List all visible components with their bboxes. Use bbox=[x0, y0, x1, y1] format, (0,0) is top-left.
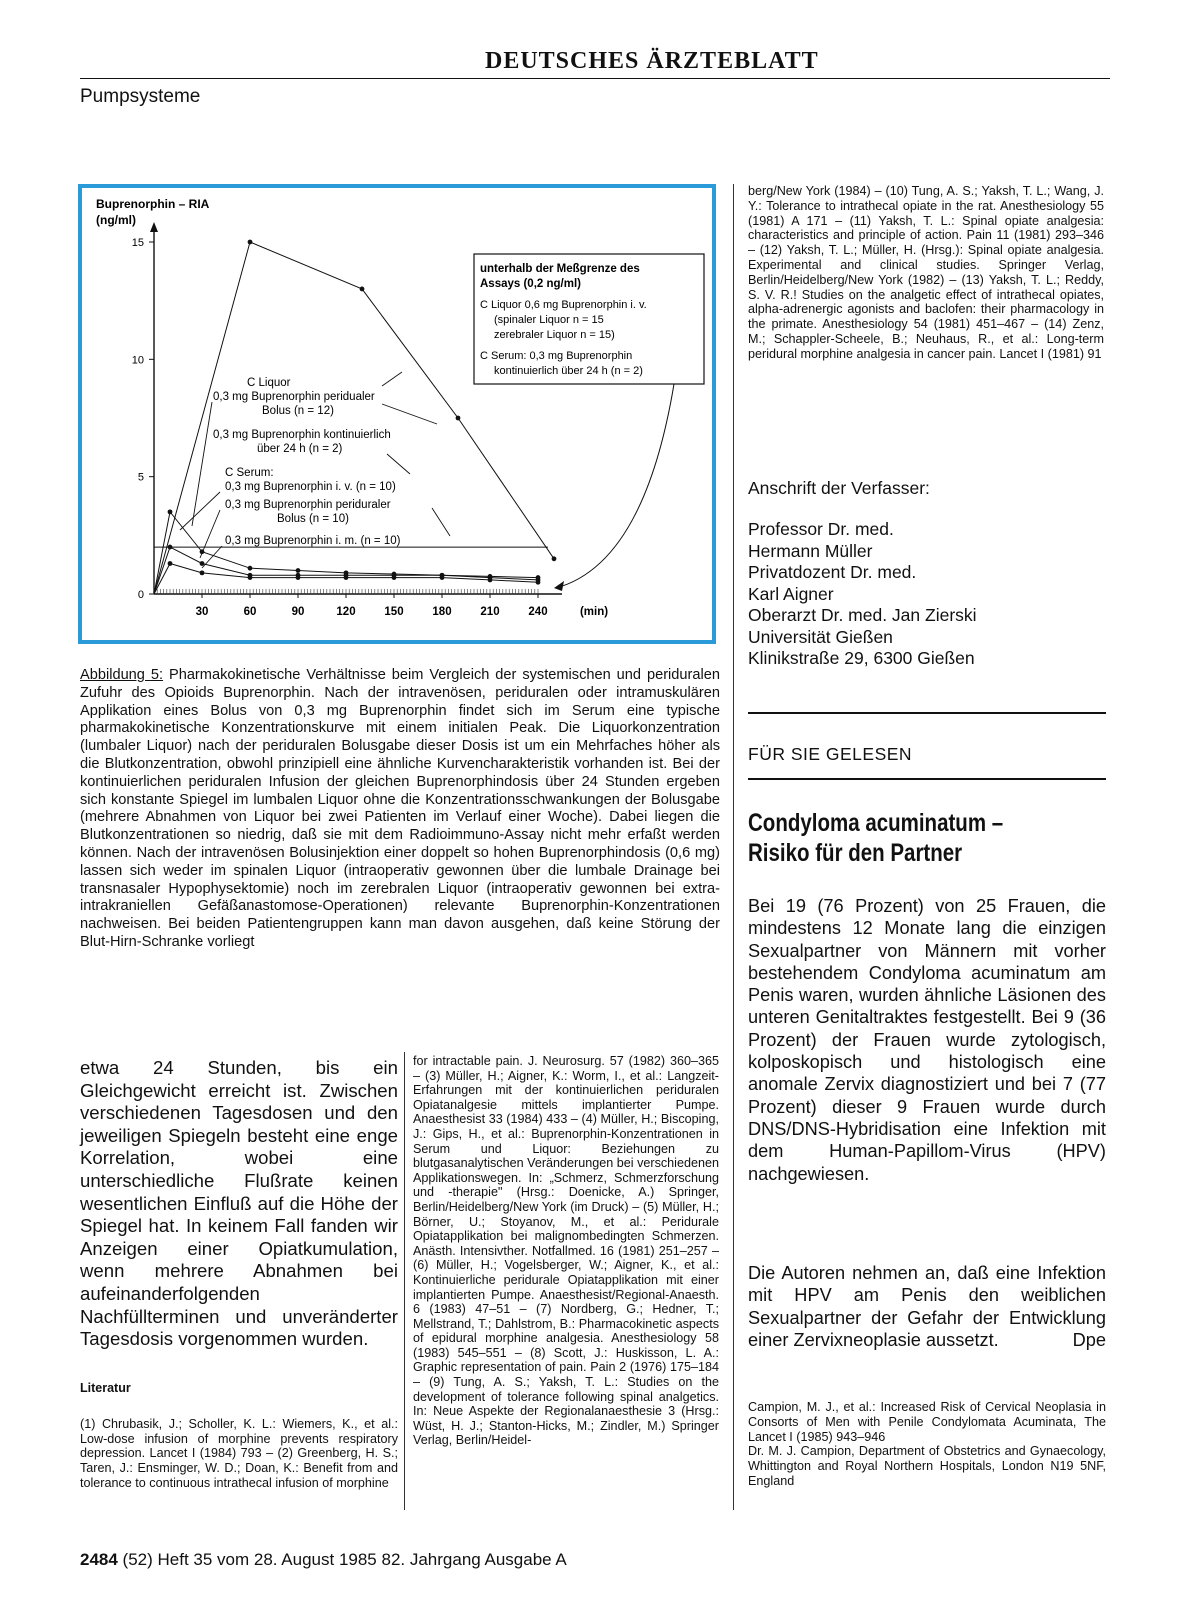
data-point bbox=[248, 566, 253, 571]
data-point bbox=[248, 575, 253, 580]
data-point bbox=[360, 287, 365, 292]
pointer-line bbox=[192, 402, 212, 526]
legend-text: Bolus (n = 10) bbox=[277, 513, 349, 525]
address-line: Klinikstraße 29, 6300 Gießen bbox=[748, 648, 975, 668]
x-tick-label: 30 bbox=[195, 606, 209, 618]
legend-text: über 24 h (n = 2) bbox=[257, 443, 343, 455]
pointer-line bbox=[387, 454, 410, 474]
headline-line: Condyloma acuminatum – bbox=[748, 809, 1004, 837]
caption-label: Abbildung 5: bbox=[80, 667, 164, 683]
pointer-line bbox=[202, 546, 222, 568]
data-point bbox=[344, 575, 349, 580]
y-tick-label: 10 bbox=[131, 354, 144, 367]
pointer-line bbox=[382, 404, 437, 424]
x-tick-label: 90 bbox=[291, 606, 305, 618]
section-rule bbox=[748, 712, 1106, 714]
article-paragraph-text: Die Autoren nehmen an, daß eine Infektion mit HPV am Penis den weiblichen Sexualpartner der Gefahr der Entwicklung einer Zervixneoplasie aussetzt. bbox=[748, 1263, 1106, 1350]
headline-line: Risiko für den Partner bbox=[748, 839, 963, 867]
page-number: 2484 bbox=[80, 1550, 118, 1569]
pointer-line bbox=[432, 508, 450, 536]
article-paragraph: Bei 19 (76 Prozent) von 25 Frauen, die mindestens 12 Monate lang die einzigen Sexualpartner von Männern mit vorher bestehendem Condyloma acuminatum am Penis waren, wurden ähnliche Läsionen des unteren Genitaltraktes festgestellt. Bei 9 (36 Prozent) der Frauen wurde zytologisch, kolposkopisch und histologisch eine anomale Zervix diagnostiziert und bei 7 (77 Prozent) dieser 9 Frauen wurde durch DNS/DNS-Hybridisation eine Infektion mit dem Human-Papillom-Virus (HPV) nachgewiesen. bbox=[748, 896, 1106, 1184]
arrow-head bbox=[554, 581, 564, 591]
legend-text: Bolus (n = 12) bbox=[262, 405, 334, 417]
y-axis-arrow bbox=[150, 222, 158, 232]
data-point bbox=[296, 568, 301, 573]
figure-frame bbox=[78, 184, 716, 644]
data-point bbox=[456, 416, 461, 421]
pointer-line bbox=[382, 372, 402, 386]
box-text: zerebraler Liquor n = 15) bbox=[494, 329, 615, 341]
figure-caption bbox=[80, 667, 720, 952]
data-point bbox=[168, 509, 173, 514]
data-point bbox=[488, 578, 493, 583]
data-point bbox=[248, 240, 253, 245]
sidebar-section-title: FÜR SIE GELESEN bbox=[748, 744, 913, 764]
data-point bbox=[200, 561, 205, 566]
legend-text: 0,3 mg Buprenorphin periduraler bbox=[225, 499, 391, 511]
article-paragraph bbox=[748, 1262, 1106, 1351]
column-divider bbox=[404, 1052, 405, 1510]
address-line: Universität Gießen bbox=[748, 626, 893, 647]
box-text: C Serum: 0,3 mg Buprenorphin bbox=[480, 350, 633, 362]
data-point bbox=[552, 556, 557, 561]
section-label: Pumpsysteme bbox=[80, 86, 201, 107]
footer-text: (52) Heft 35 vom 28. August 1985 82. Jahrgang Ausgabe A bbox=[117, 1550, 567, 1569]
body-paragraph: etwa 24 Stunden, bis ein Gleichgewicht erreicht ist. Zwischen verschiedenen Tagesdosen und den jeweiligen Spiegeln besteht eine enge Korrelation, wobei eine unterschiedliche Flußrate keinen wesentlichen Einfluß auf die Höhe der Spiegel hat. In keinem Fall fanden wir Anzeigen einer Opiatkumulation, wenn mehrere Abnahmen bei aufeinanderfolgenden Nachfüllterminen und unveränderter Tagesdosis vorgenommen wurden. bbox=[80, 1057, 398, 1350]
article-citation: Campion, M. J., et al.: Increased Risk of Cervical Neoplasia in Consorts of Men with Penile Condylomata Acuminata, The Lancet I (1985) 943–946 Dr. M. J. Campion, Department of Obstetrics and Gynaecology, Whittington and Royal Northern Hospitals, London N19 5NF, England bbox=[748, 1400, 1106, 1488]
address-line: Karl Aigner bbox=[748, 583, 834, 604]
legend-text: 0,3 mg Buprenorphin i. v. (n = 10) bbox=[225, 481, 396, 493]
literature-col-1: (1) Chrubasik, J.; Scholler, K. L.: Wiemers, K., et al.: Low-dose infusion of morphine prevents respiratory depression. Lancet I (1984) 793 – (2) Greenberg, H. S.; Taren, J.: Ensminger, W. D.; Doan, K.: Benefit from and tolerance to continuous intrathecal infusion of morphine bbox=[80, 1417, 398, 1490]
address-line: Hermann Müller bbox=[748, 540, 873, 561]
data-point bbox=[536, 580, 541, 585]
y-tick-label: 5 bbox=[137, 471, 144, 484]
data-point bbox=[296, 575, 301, 580]
section-rule bbox=[748, 778, 1106, 780]
literature-heading: Literatur bbox=[80, 1381, 131, 1395]
legend-text: C Serum: bbox=[225, 467, 274, 479]
legend-text: C Liquor bbox=[247, 377, 291, 389]
box-title: Assays (0,2 ng/ml) bbox=[480, 278, 581, 290]
address-heading: Anschrift der Verfasser: bbox=[748, 478, 930, 498]
journal-title: DEUTSCHES ÄRZTEBLATT bbox=[485, 48, 819, 74]
box-text: (spinaler Liquor n = 15 bbox=[494, 314, 604, 326]
address-line: Oberarzt Dr. med. Jan Zierski bbox=[748, 605, 977, 625]
legend-text: 0,3 mg Buprenorphin peridualer bbox=[213, 391, 375, 403]
pharmacokinetics-chart bbox=[82, 188, 712, 640]
x-tick-label: 60 bbox=[243, 606, 257, 618]
masthead bbox=[80, 46, 1110, 79]
data-point bbox=[168, 545, 173, 550]
x-tick-label: 210 bbox=[480, 606, 500, 618]
data-point bbox=[168, 561, 173, 566]
column-divider bbox=[733, 184, 734, 1510]
x-tick-label: 150 bbox=[384, 606, 404, 618]
x-axis-label: (min) bbox=[579, 606, 609, 618]
box-text: C Liquor 0,6 mg Buprenorphin i. v. bbox=[480, 299, 647, 311]
legend-text: 0,3 mg Buprenorphin kontinuierlich bbox=[213, 429, 391, 441]
data-point bbox=[440, 575, 445, 580]
data-point bbox=[200, 570, 205, 575]
address-line: Professor Dr. med. bbox=[748, 519, 894, 539]
box-text: kontinuierlich über 24 h (n = 2) bbox=[494, 365, 643, 377]
x-tick-label: 240 bbox=[528, 606, 548, 618]
article-headline bbox=[748, 808, 1101, 868]
box-title: unterhalb der Meßgrenze des bbox=[480, 263, 640, 275]
address-block bbox=[748, 519, 977, 670]
y-tick-label: 0 bbox=[137, 589, 144, 601]
legend-text: 0,3 mg Buprenorphin i. m. (n = 10) bbox=[225, 535, 401, 547]
annotation-arrow bbox=[556, 384, 674, 588]
data-point bbox=[392, 575, 397, 580]
signature: Dpe bbox=[1072, 1329, 1106, 1350]
literature-col-2: for intractable pain. J. Neurosurg. 57 (1982) 360–365 – (3) Müller, H.; Aigner, K.: Worm, I., et al.: Langzeit-Erfahrungen mit der kontinuierlichen periduralen Opiatanalgesie mittels implantierter Pumpe. Anaesthesist 33 (1984) 433 – (4) Müller, H.; Biscoping, J.: Gips, H., et al.: Buprenorphin-Konzentrationen in Serum und Liquor: Beziehungen zu blutgasanalytischen Veränderungen bei verschiedenen Applikationswegen. In: „Schmerz, Schmerzforschung und -therapie" (Hrsg.: Doenicke, A.) Springer, Berlin/Heidelberg/New York (im Druck) – (5) Müller, H.; Börner, U.; Stoyanov, M., et al.: Peridurale Opiatapplikation bei malignombedingten Schmerzen. Anästh. Intensivther. Notfallmed. 16 (1981) 251–257 – (6) Müller, H.; Vogelsberger, W.; Aigner, K., et al.: Kontinuierliche peridurale Opiatapplikation mit einer implantierten Pumpe. Anaesthesist/Regional-Anaesth. 6 (1983) 47–51 – (7) Nordberg, G.; Hedner, T.; Mellstrand, T.; Dahlstrom, B.: Pharmacokinetic aspects of epidural morphine analgesia. Anesthesiology 58 (1983) 545–551 – (8) Scott, J.: Huskisson, L. A.: Graphic representation of pain. Pain 2 (1976) 175–184 – (9) Tung, A. S.; Yaksh, T. L.: Studies on the development of tolerance following spinal analgetics. In: Neue Aspekte der Regionalanaesthesie 3 (Hrsg.: Wüst, H. J.; Stanton-Hicks, M.; Zindler, M.) Springer Verlag, Berlin/Heidel- bbox=[413, 1054, 719, 1448]
page-footer bbox=[80, 1550, 567, 1570]
x-tick-label: 120 bbox=[336, 606, 356, 618]
literature-col-3: berg/New York (1984) – (10) Tung, A. S.; Yaksh, T. L.; Wang, J. Y.: Tolerance to intrathecal opiate in the rat. Anesthesiology 55 (1981) A 171 – (11) Yaksh, T. L.: Spinal opiate analgesia: characteristics and principle of action. Pain 11 (1981) 293–346 – (12) Yaksh, T. L.; Müller, H. (Hrsg.): Spinal opiate analgesia. Experimental and clinical studies. Springer Verlag, Berlin/Heidelberg/New York (1982) – (13) Yaksh, T. L.; Reddy, S. V. R.! Studies on the analgetic effect of intrathecal opiates, alpha-adrenergic agonists and baclofen: their pharmacology in the primate. Anesthesiology 54 (1981) 451–467 – (14) Zenz, M.; Schappler-Scheele, B.; Neuhaus, R., et al.: Long-term peridural morphine analgesia in cancer pain. Lancet I (1981) 91 bbox=[748, 184, 1104, 361]
x-tick-label: 180 bbox=[432, 606, 452, 618]
y-tick-label: 15 bbox=[131, 237, 144, 249]
y-axis-label: Buprenorphin – RIA bbox=[96, 197, 210, 211]
caption-text: Pharmakokinetische Verhältnisse beim Vergleich der systemischen und periduralen Zufuhr des Opioids Buprenorphin. Nach der intravenösen, periduralen oder intramuskulären Applikation eines Bolus von 0,3 mg Buprenorphin findet sich im Serum eine typische pharmakokinetische Konzentrationskurve mit einem initialen Peak. Die Liquorkonzentration (lumbaler Liquor) nach der periduralen Bolusgabe dieser Dosis ist um ein Mehrfaches höher als die Blutkonzentration, obwohl prinzipiell eine ähnliche Kurvencharakteristik vorhanden ist. Bei der kontinuierlichen periduralen Infusion der gleichen Buprenorphindosis über 24 Stunden ergeben sich konstante Spiegel im lumbalen Liquor ohne die Konzentrationsschwankungen der Bolusgabe (mehrere Abnahmen von Liquor bei zwei Patienten im Verlauf einer Woche). Dabei liegen die Blutkonzentrationen so niedrig, daß sie mit dem Radioimmuno-Assay nicht mehr erfaßt werden können. Nach der intravenösen Bolusinjektion einer doppelt so hohen Buprenorphindosis (0,6 mg) lassen sich weder im spinalen Liquor (intraoperativ gewonnen über die lumbale Drainage bei transnasaler Hypophysektomie) noch im zerebralen Liquor (intraoperativ gewonnen bei extra-intrakraniellen Gefäßanastomose-Operationen) relevante Buprenorphin-Konzentrationen nachweisen. Bei beiden Patientengruppen kann man davon ausgehen, daß keine Störung der Blut-Hirn-Schranke vorliegt bbox=[80, 667, 720, 950]
pointer-line bbox=[200, 510, 220, 558]
address-line: Privatdozent Dr. med. bbox=[748, 562, 917, 582]
y-axis-unit: (ng/ml) bbox=[96, 213, 136, 227]
